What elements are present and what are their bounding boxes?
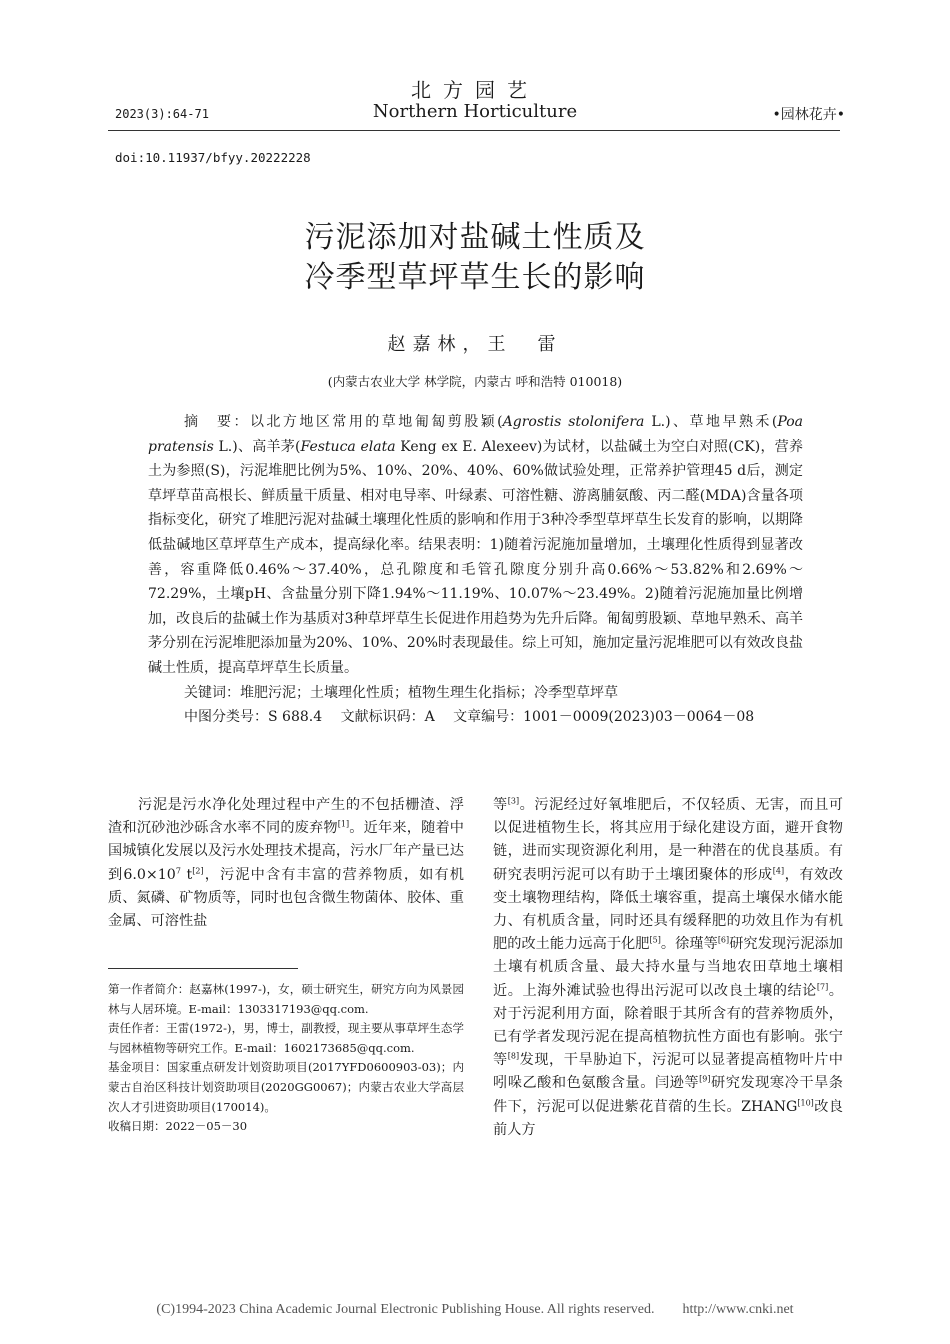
paper-title-line-1: 污泥添加对盐碱土性质及: [304, 220, 646, 255]
species-name: Agrostis stolonifera: [502, 414, 645, 430]
column-tag: •园林花卉•: [772, 107, 845, 123]
journal-title-cn: 北方园艺: [411, 78, 539, 102]
body-column-right: [493, 794, 843, 1142]
exponent: 7: [175, 865, 181, 875]
authors: 赵嘉林，王 雷: [387, 334, 563, 355]
citation: [3]: [507, 796, 520, 806]
footnote-funding: 基金项目：国家重点研发计划资助项目(2017YFD0600903-03)；内蒙古自治区科技计划资助项目(2020GG0067)；内蒙古农业大学高层次人才引进资助项目(170014)。: [108, 1060, 464, 1114]
citation: [1]: [337, 819, 350, 829]
classification-line: 中图分类号：S 688.4 文献标识码：A 文章编号：1001－0009(2023)03－0064－08: [184, 709, 755, 726]
abstract: [148, 410, 803, 730]
citation: [4]: [772, 865, 785, 875]
citation: [5]: [649, 935, 661, 945]
footnote-divider: [108, 968, 298, 969]
affiliation: (内蒙古农业大学 林学院，内蒙古 呼和浩特 010018): [327, 374, 623, 389]
footnotes: [108, 980, 464, 1137]
journal-title-en: Northern Horticulture: [372, 101, 578, 122]
header-divider: [108, 130, 840, 131]
citation: [7]: [816, 981, 829, 991]
doi: doi:10.11937/bfyy.20222228: [115, 150, 311, 165]
abstract-label: 摘 要：: [184, 414, 250, 430]
citation: [10]: [797, 1097, 814, 1107]
species-name: Poa pratensis: [148, 414, 804, 455]
issue-reference: 2023(3):64-71: [115, 107, 209, 121]
paper-title-line-2: 冷季型草坪草生长的影响: [304, 260, 646, 295]
abstract-body: 摘 要：以北方地区常用的草地匍匐剪股颖(Agrostis stolonifera L.)、草地早熟禾(Poa pratensis L.)、高羊茅(Festuca elata Keng ex E. Alexeev)为试材，以盐碱土为空白对照(CK)，营养土为参照(S)，污泥堆肥比例为5%、10%、20%、40%、60%做试验处理，正常养护管理45 d后，测定草坪草苗高根长、鲜质量干质量、相对电导率、叶绿素、可溶性糖、游离脯氨酸、丙二醛(MDA)含量各项指标变化，研究了堆肥污泥对盐碱土壤理化性质的影响和作用于3种冷季型草坪草生长发育的影响，以期降低盐碱地区草坪草生产成本，提高绿化率。结果表明：1)随着污泥施加量增加，土壤理化性质得到显著改善，容重降低0.46%～37.40%，总孔隙度和毛管孔隙度分别升高0.66%～53.82%和2.69%～72.29%，土壤pH、含盐量分别下降1.94%～11.19%、10.07%～23.49%。2)随着污泥施加量比例增加，改良后的盐碱土作为基质对3种草坪草生长促进作用趋势为先升后降。匍匐剪股颖、草地早熟禾、高羊茅分别在污泥堆肥添加量为20%、10%、20%时表现最佳。综上可知，施加定量污泥堆肥可以有效改良盐碱土性质，提高草坪草生长质量。: [148, 414, 804, 676]
footnote-first-author: 第一作者简介：赵嘉林(1997-)，女，硕士研究生，研究方向为风景园林与人居环境。E-mail：1303317193@qq.com.: [108, 982, 464, 1016]
citation: [2]: [192, 865, 204, 875]
body-paragraph: 等[3]。污泥经过好氧堆肥后，不仅轻质、无害，而且可以促进植物生长，将其应用于绿化建设方面，避开食物链，进而实现资源化利用，是一种潜在的优良基质。有研究表明污泥可以有助于土壤团聚体的形成[4]，有效改变土壤物理结构，降低土壤容重，提高土壤保水储水能力、有机质含量，同时还具有缓释肥的功效且作为有机肥的改土能力远高于化肥[5]。徐瑾等[6]研究发现污泥添加土壤有机质含量、最大持水量与当地农田草地土壤相近。上海外滩试验也得出污泥可以改良土壤的结论[7]。对于污泥利用方面，除着眼于其所含有的营养物质外，已有学者发现污泥在提高植物抗性方面也有影响。张宁等[8]发现，干旱胁迫下，污泥可以显著提高植物叶片中吲哚乙酸和色氨酸含量。闫逊等[9]研究发现寒冷干旱条件下，污泥可以促进紫花苜蓿的生长。ZHANG[10]改良前人方: [493, 796, 843, 1138]
footnote-corresponding-author: 责任作者：王雷(1972-)，男，博士，副教授，现主要从事草坪生态学与园林植物等研究工作。E-mail：1602173685@qq.com.: [108, 1021, 464, 1055]
footnote-received-date: 收稿日期：2022－05－30: [108, 1119, 248, 1134]
copyright-footer: (C)1994-2023 China Academic Journal Electronic Publishing House. All rights reserved. http://www.cnki.net: [156, 1302, 794, 1317]
citation: [9]: [699, 1074, 711, 1084]
citation: [6]: [717, 935, 730, 945]
body-paragraph: 污泥是污水净化处理过程中产生的不包括栅渣、浮渣和沉砂池沙砾含水率不同的废弃物[1]。近年来，随着中国城镇化发展以及污水处理技术提高，污水厂年产量已达到$6.0\times 10^7$ t[2]，污泥中含有丰富的营养物质，如有机质、氮磷、矿物质等，同时也包含微生物菌体、胶体、重金属、可溶性盐: [108, 797, 464, 930]
species-name: Festuca elata: [300, 438, 396, 455]
citation: [8]: [507, 1051, 520, 1061]
keywords: 关键词：堆肥污泥；土壤理化性质；植物生理生化指标；冷季型草坪草: [184, 684, 618, 701]
body-column-left: [108, 794, 464, 933]
